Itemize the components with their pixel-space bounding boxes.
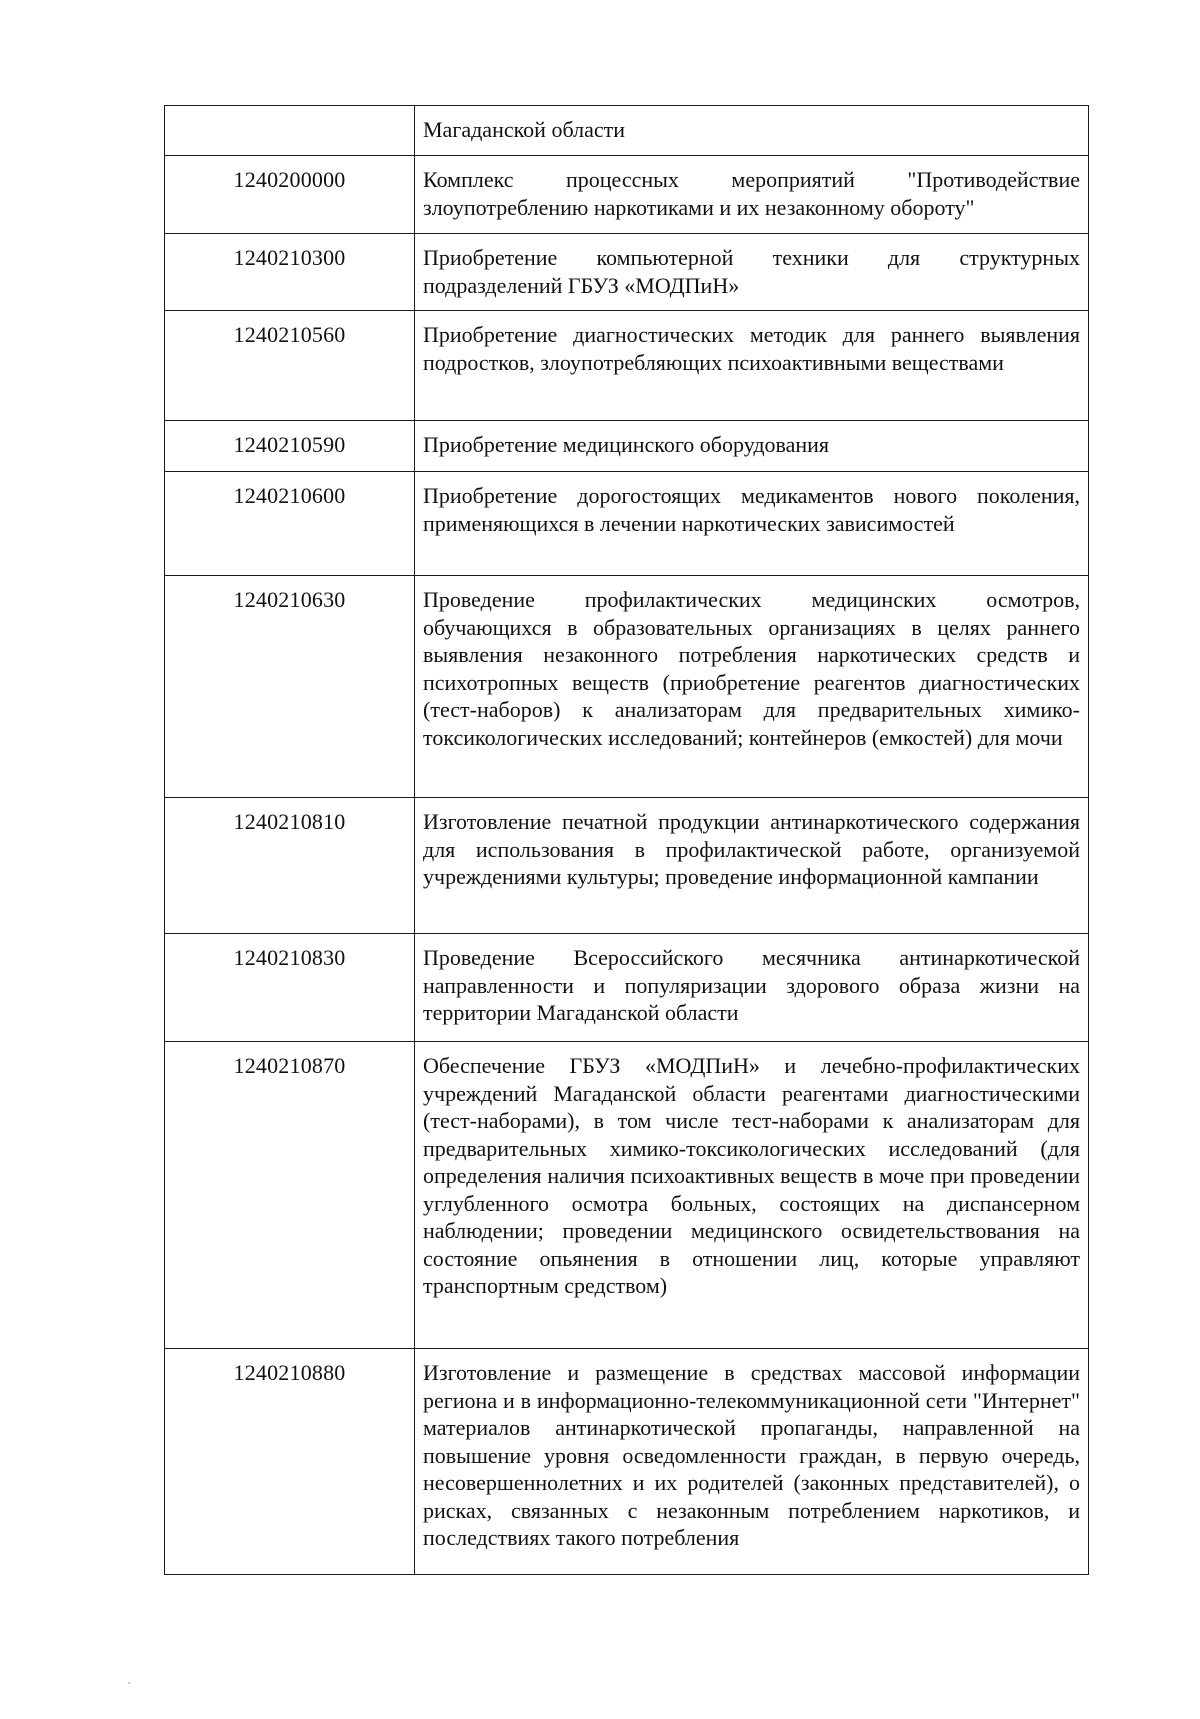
table-row <box>165 156 1089 234</box>
code-cell <box>165 106 415 156</box>
name-cell: Комплекс процессных мероприятий "Противодействие злоупотреблению наркотиками и их незаконному обороту" <box>415 156 1089 234</box>
table-row <box>165 472 1089 576</box>
name-cell: Приобретение дорогостоящих медикаментов нового поколения, применяющихся в лечении наркотических зависимостей <box>415 472 1089 576</box>
name-cell: Изготовление и размещение в средствах массовой информации региона и в информационно-телекоммуникационной сети "Интернет" материалов антинаркотической пропаганды, направленной на повышение уровня осведомленности граждан, в первую очередь, несовершеннолетних и их родителей (законных представителей), о рисках, связанных с незаконным потреблением наркотиков, и последствиях такого потребления <box>415 1349 1089 1575</box>
table-row <box>165 934 1089 1042</box>
code-cell: 1240210590 <box>165 421 415 472</box>
name-cell: Обеспечение ГБУЗ «МОДПиН» и лечебно-профилактических учреждений Магаданской области реагентами диагностическими (тест-наборами), в том числе тест-наборами к анализаторам для предварительных химико-токсикологических исследований (для определения наличия психоактивных веществ в моче при проведении углубленного осмотра больных, состоящих на диспансерном наблюдении; проведении медицинского освидетельствования на состояние опьянения в отношении лиц, которые управляют транспортным средством) <box>415 1042 1089 1349</box>
table-row <box>165 311 1089 421</box>
name-cell: Изготовление печатной продукции антинаркотического содержания для использования в профилактической работе, организуемой учреждениями культуры; проведение информационной кампании <box>415 798 1089 934</box>
scan-speck <box>128 1682 130 1684</box>
table-row <box>165 1349 1089 1575</box>
code-cell: 1240210880 <box>165 1349 415 1575</box>
table-row <box>165 421 1089 472</box>
name-cell: Проведение профилактических медицинских осмотров, обучающихся в образовательных организациях в целях раннего выявления незаконного потребления наркотических средств и психотропных веществ (приобретение реагентов диагностических (тест-наборов) к анализаторам для предварительных химико-токсикологических исследований; контейнеров (емкостей) для мочи <box>415 576 1089 798</box>
table-row <box>165 1042 1089 1349</box>
table-row <box>165 234 1089 311</box>
name-cell: Приобретение медицинского оборудования <box>415 421 1089 472</box>
code-cell: 1240210600 <box>165 472 415 576</box>
budget-classification-table <box>164 105 1089 1575</box>
code-cell: 1240210560 <box>165 311 415 421</box>
code-cell: 1240210830 <box>165 934 415 1042</box>
name-cell: Проведение Всероссийского месячника антинаркотической направленности и популяризации здорового образа жизни на территории Магаданской области <box>415 934 1089 1042</box>
table-row <box>165 576 1089 798</box>
table-row <box>165 798 1089 934</box>
code-cell: 1240210300 <box>165 234 415 311</box>
code-cell: 1240210630 <box>165 576 415 798</box>
name-cell: Приобретение компьютерной техники для структурных подразделений ГБУЗ «МОДПиН» <box>415 234 1089 311</box>
code-cell: 1240200000 <box>165 156 415 234</box>
code-cell: 1240210810 <box>165 798 415 934</box>
code-cell: 1240210870 <box>165 1042 415 1349</box>
name-cell: Магаданской области <box>415 106 1089 156</box>
table-row <box>165 106 1089 156</box>
name-cell: Приобретение диагностических методик для раннего выявления подростков, злоупотребляющих психоактивными веществами <box>415 311 1089 421</box>
